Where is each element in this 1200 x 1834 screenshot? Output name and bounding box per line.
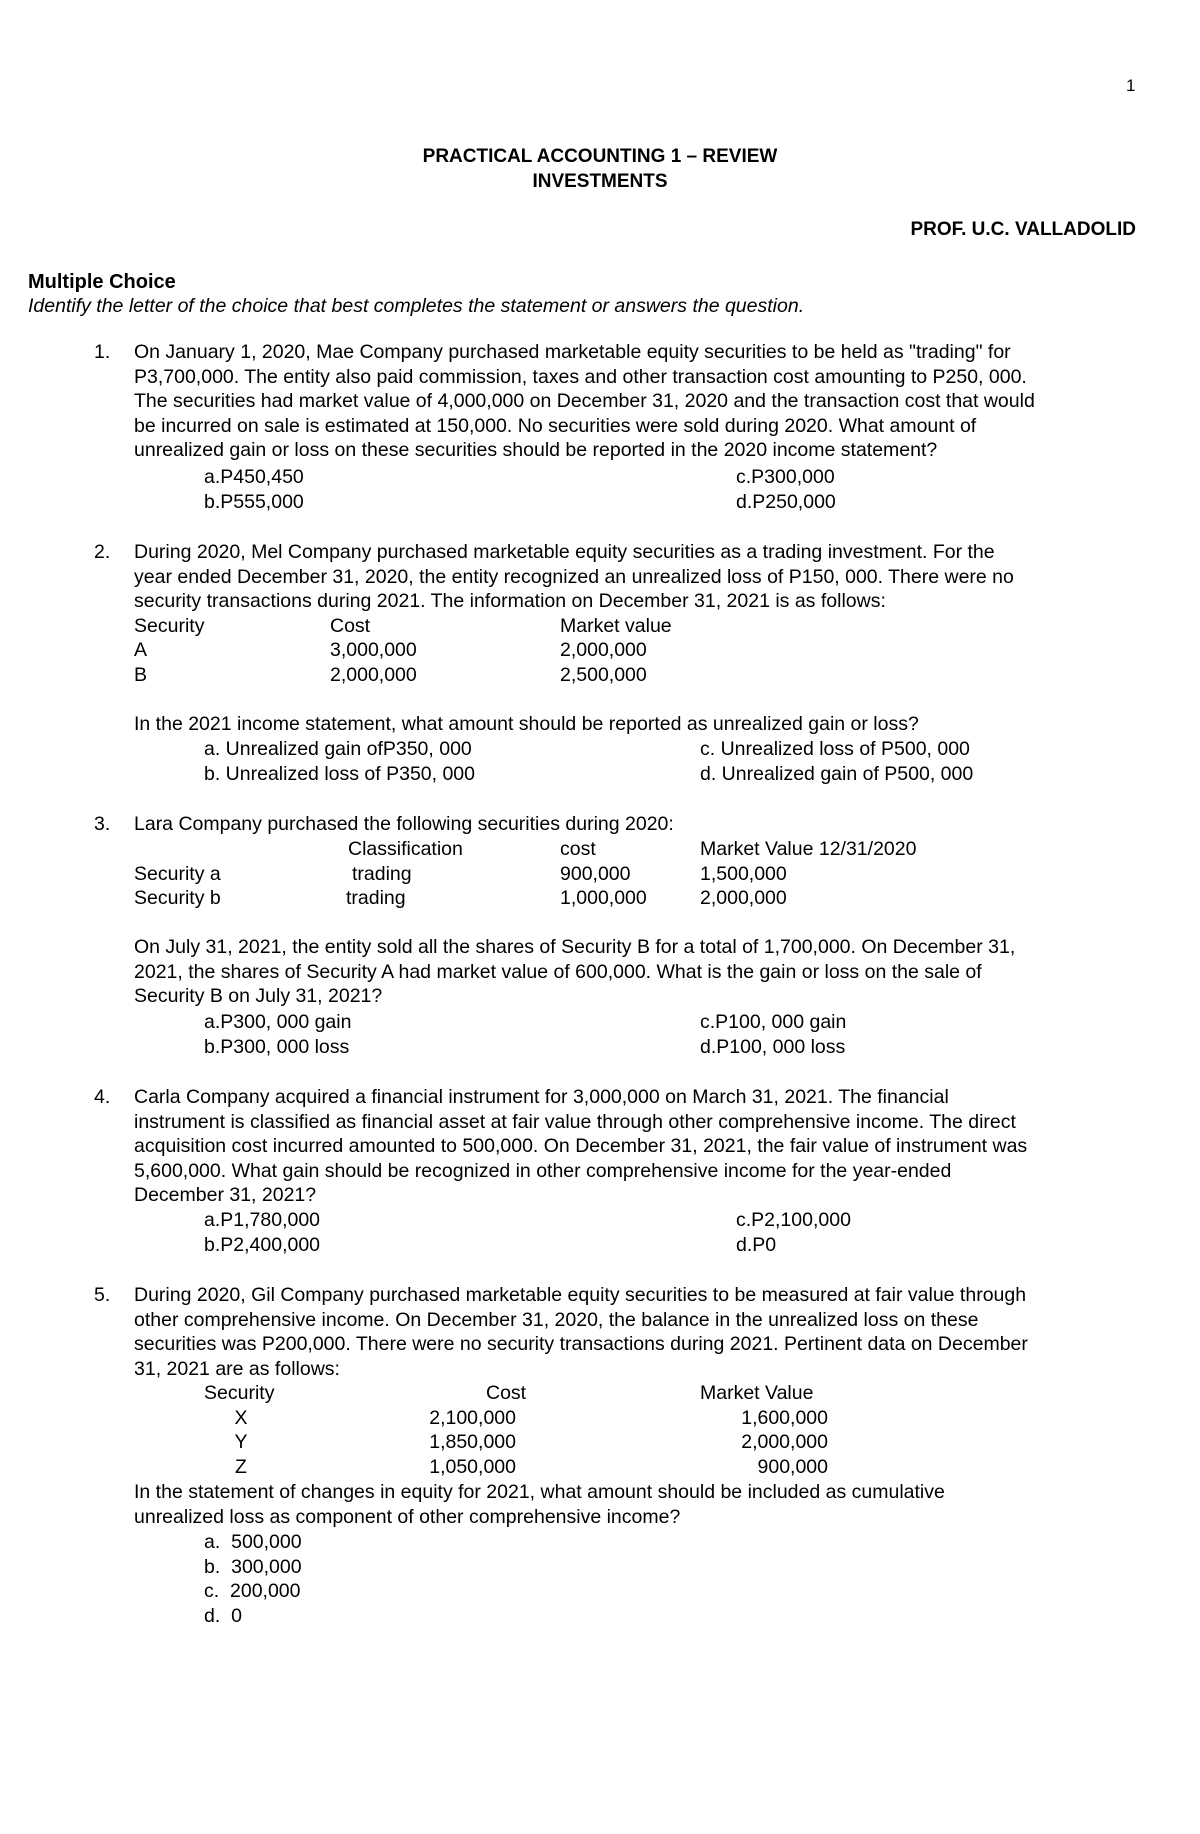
doc-subtitle: INVESTMENTS: [532, 171, 668, 192]
q5-table-cell: 1,050,000: [429, 1456, 516, 1478]
q3-table-cell: Security b: [134, 887, 221, 909]
q4-line: instrument is classified as financial asset at fair value through other comprehensive income. The direct: [134, 1110, 1016, 1133]
q2-table-cell: 2,000,000: [560, 639, 647, 661]
q3-choice-c: c.P100, 000 gain: [700, 1011, 847, 1033]
q5-table-cell: Y: [234, 1431, 248, 1453]
q2-table-header: Market value: [560, 615, 672, 637]
q5-line: 31, 2021 are as follows:: [134, 1357, 340, 1380]
q2-table-cell: B: [134, 664, 148, 686]
q5-table-header: Market Value: [700, 1382, 814, 1404]
q2-table-cell: A: [134, 639, 148, 661]
doc-title: PRACTICAL ACCOUNTING 1 – REVIEW: [422, 146, 778, 167]
q5-text: [134, 1283, 1144, 1381]
q5-question: [134, 1480, 945, 1529]
q2-table-header: Security: [134, 615, 205, 637]
q2-table-cell: 2,500,000: [560, 664, 647, 686]
q4-line: Carla Company acquired a financial instrument for 3,000,000 on March 31, 2021. The financial: [134, 1086, 949, 1108]
q5-table-cell: 1,850,000: [429, 1431, 516, 1453]
q2-choice-c: c. Unrealized loss of P500, 000: [700, 738, 970, 760]
q3-table-cell: trading: [346, 887, 406, 909]
q3-table-header: Market Value 12/31/2020: [700, 838, 917, 860]
q1-text: [134, 340, 1144, 463]
q3-line: Security B on July 31, 2021?: [134, 985, 383, 1007]
q2-choice-a: a. Unrealized gain ofP350, 000: [204, 738, 472, 760]
q5-question-line: unrealized loss as component of other comprehensive income?: [134, 1505, 681, 1528]
q5-table-cell: Z: [235, 1456, 247, 1478]
q1-choice-b: b.P555,000: [204, 491, 304, 513]
q5-choice-d: d. 0: [204, 1604, 242, 1627]
q3-table-cell: Security a: [134, 863, 221, 885]
q2-table-cell: 3,000,000: [330, 639, 417, 661]
q2-line: year ended December 31, 2020, the entity recognized an unrealized loss of P150, 000. There were no: [134, 565, 1014, 588]
page-number: 1: [1126, 76, 1136, 95]
q5-line: During 2020, Gil Company purchased marketable equity securities to be measured at fair value through: [134, 1284, 1027, 1306]
q1-line: On January 1, 2020, Mae Company purchased marketable equity securities to be held as "trading" for: [134, 341, 1011, 363]
q2-choice-d: d. Unrealized gain of P500, 000: [700, 763, 974, 785]
q2-line: During 2020, Mel Company purchased marketable equity securities as a trading investment. For the: [134, 541, 995, 563]
q3-choice-a: a.P300, 000 gain: [204, 1011, 352, 1033]
q3-table-cell: trading: [352, 863, 412, 885]
q3-choice-d: d.P100, 000 loss: [700, 1036, 846, 1058]
q2-text: [134, 540, 1144, 614]
q5-line: other comprehensive income. On December 31, 2020, the balance in the unrealized loss on these: [134, 1308, 979, 1331]
q1-number: 1.: [94, 341, 111, 363]
q5-table-header: Security: [204, 1382, 275, 1404]
q5-table-cell: 2,000,000: [741, 1431, 828, 1453]
q4-choice-b: b.P2,400,000: [204, 1234, 321, 1256]
q2-question: In the 2021 income statement, what amount should be reported as unrealized gain or loss?: [134, 713, 919, 735]
q1-choice-d: d.P250,000: [736, 491, 836, 513]
q1-line: The securities had market value of 4,000,000 on December 31, 2020 and the transaction cost that would: [134, 390, 1035, 412]
q1-choice-a: a.P450,450: [204, 466, 304, 488]
q4-line: December 31, 2021?: [134, 1184, 317, 1206]
q3-number: 3.: [94, 813, 111, 835]
q5-choice-b: b. 300,000: [204, 1555, 302, 1578]
q5-table-cell: 2,100,000: [429, 1407, 516, 1429]
q1-choice-c: c.P300,000: [736, 466, 835, 488]
q5-choice-c: c. 200,000: [204, 1580, 301, 1602]
professor-name: PROF. U.C. VALLADOLID: [910, 219, 1136, 240]
q2-table-cell: 2,000,000: [330, 664, 417, 686]
q2-table-header: Cost: [330, 615, 371, 637]
q3-line: On July 31, 2021, the entity sold all the shares of Security B for a total of 1,700,000. On December 31,: [134, 936, 1016, 958]
section-title: Multiple Choice: [28, 271, 176, 293]
q3-text: [134, 935, 1144, 1009]
q5-table-cell: X: [234, 1407, 248, 1429]
q3-table-header: cost: [560, 838, 596, 860]
q4-choice-d: d.P0: [736, 1234, 777, 1256]
q2-choice-b: b. Unrealized loss of P350, 000: [204, 763, 476, 785]
q4-line: acquisition cost incurred amounted to 500,000. On December 31, 2021, the fair value of instrument was: [134, 1135, 1028, 1157]
q3-table-cell: 2,000,000: [700, 887, 787, 909]
q5-line: securities was P200,000. There were no security transactions during 2021. Pertinent data on December: [134, 1333, 1028, 1355]
q5-table-header: Cost: [486, 1382, 527, 1404]
q1-line: unrealized gain or loss on these securities should be reported in the 2020 income statement?: [134, 439, 938, 461]
q5-choice-a: a. 500,000: [204, 1531, 302, 1553]
q4-number: 4.: [94, 1086, 111, 1108]
q1-line: be incurred on sale is estimated at 150,000. No securities were sold during 2020. What amount of: [134, 414, 977, 437]
q4-line: 5,600,000. What gain should be recognized in other comprehensive income for the year-ended: [134, 1159, 952, 1182]
q1-line: P3,700,000. The entity also paid commission, taxes and other transaction cost amounting to P250, 000.: [134, 365, 1027, 388]
q5-question-line: In the statement of changes in equity for 2021, what amount should be included as cumulative: [134, 1481, 945, 1503]
q4-choice-a: a.P1,780,000: [204, 1209, 321, 1231]
q5-choices: [204, 1530, 302, 1628]
q5-table-cell: 1,600,000: [741, 1407, 828, 1429]
q5-table-cell: 900,000: [757, 1456, 828, 1478]
q5-number: 5.: [94, 1284, 111, 1306]
q3-table-cell: 1,000,000: [560, 887, 647, 909]
q4-text: [134, 1085, 1144, 1208]
q3-table-cell: 1,500,000: [700, 863, 787, 885]
q3-intro: Lara Company purchased the following securities during 2020:: [134, 813, 674, 835]
q3-table-cell: 900,000: [560, 863, 631, 885]
q2-number: 2.: [94, 541, 111, 563]
q2-line: security transactions during 2021. The information on December 31, 2021 is as follows:: [134, 590, 886, 612]
q3-choice-b: b.P300, 000 loss: [204, 1036, 350, 1058]
q3-line: 2021, the shares of Security A had market value of 600,000. What is the gain or loss on the sale of: [134, 960, 982, 983]
q3-table-header: Classification: [348, 838, 463, 860]
instructions: Identify the letter of the choice that best completes the statement or answers the question.: [28, 295, 805, 317]
q4-choice-c: c.P2,100,000: [736, 1209, 851, 1231]
